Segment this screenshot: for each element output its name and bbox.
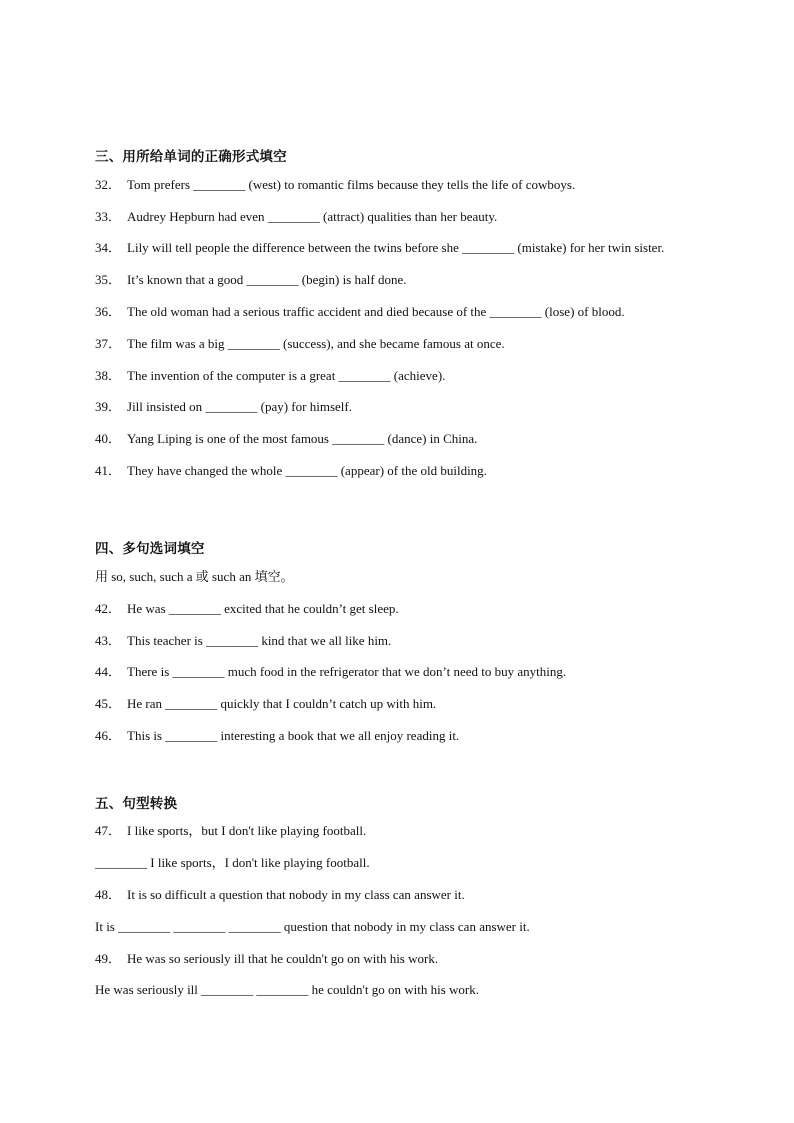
question-number: 45． bbox=[95, 696, 122, 711]
question-text: The old woman had a serious traffic accident and died because of the ________ (lose) of blood. bbox=[127, 304, 625, 319]
question-number: 47． bbox=[95, 823, 122, 838]
question-number: 34． bbox=[95, 240, 122, 255]
question-43 bbox=[95, 633, 391, 649]
question-text: I like sports，but I don't like playing football. bbox=[127, 823, 367, 838]
question-45 bbox=[95, 696, 436, 712]
question-text: He ran ________ quickly that I couldn’t catch up with him. bbox=[127, 696, 437, 711]
question-text: Jill insisted on ________ (pay) for himself. bbox=[127, 399, 352, 414]
question-47 bbox=[95, 823, 366, 839]
question-32 bbox=[95, 177, 575, 193]
question-39 bbox=[95, 399, 352, 415]
question-text: They have changed the whole ________ (appear) of the old building. bbox=[127, 463, 487, 478]
question-number: 43． bbox=[95, 633, 122, 648]
question-number: 38． bbox=[95, 368, 122, 383]
question-number: 39． bbox=[95, 399, 122, 414]
answer-line-48 bbox=[95, 919, 530, 935]
question-number: 35． bbox=[95, 272, 122, 287]
question-number: 49． bbox=[95, 951, 122, 966]
question-40 bbox=[95, 431, 477, 447]
question-number: 40． bbox=[95, 431, 122, 446]
question-number: 33． bbox=[95, 209, 122, 224]
section-instruction: 用 so, such, such a 或 such an 填空。 bbox=[95, 569, 294, 584]
question-text: Yang Liping is one of the most famous ________ (dance) in China. bbox=[127, 431, 478, 446]
question-text: It is so difficult a question that nobody in my class can answer it. bbox=[127, 887, 465, 902]
question-number: 44． bbox=[95, 664, 122, 679]
question-text: The film was a big ________ (success), and she became famous at once. bbox=[127, 336, 505, 351]
section-heading-5: 五、句型转换 bbox=[95, 796, 178, 812]
question-number: 46． bbox=[95, 728, 122, 743]
question-number: 36． bbox=[95, 304, 122, 319]
question-text: He was ________ excited that he couldn’t get sleep. bbox=[127, 601, 399, 616]
answer-text: ________ I like sports，I don't like playing football. bbox=[95, 855, 370, 870]
question-text: Audrey Hepburn had even ________ (attract) qualities than her beauty. bbox=[127, 209, 498, 224]
answer-text: He was seriously ill ________ ________ he couldn't go on with his work. bbox=[95, 982, 480, 997]
question-text: It’s known that a good ________ (begin) is half done. bbox=[127, 272, 407, 287]
question-number: 42． bbox=[95, 601, 122, 616]
question-text: The invention of the computer is a great ________ (achieve). bbox=[127, 368, 446, 383]
question-number: 37． bbox=[95, 336, 122, 351]
question-41 bbox=[95, 463, 487, 479]
answer-line-47 bbox=[95, 855, 370, 871]
question-33 bbox=[95, 209, 497, 225]
answer-line-49 bbox=[95, 982, 479, 998]
question-49 bbox=[95, 951, 438, 967]
question-37 bbox=[95, 336, 505, 352]
question-text: This is ________ interesting a book that we all enjoy reading it. bbox=[127, 728, 460, 743]
question-text: There is ________ much food in the refrigerator that we don’t need to buy anything. bbox=[127, 664, 567, 679]
question-text: He was so seriously ill that he couldn't go on with his work. bbox=[127, 951, 439, 966]
question-number: 48． bbox=[95, 887, 122, 902]
section-heading-3: 三、用所给单词的正确形式填空 bbox=[95, 149, 287, 165]
answer-text: It is ________ ________ ________ question that nobody in my class can answer it. bbox=[95, 919, 530, 934]
question-text: This teacher is ________ kind that we all like him. bbox=[127, 633, 392, 648]
question-number: 41． bbox=[95, 463, 122, 478]
question-35 bbox=[95, 272, 406, 288]
question-42 bbox=[95, 601, 399, 617]
question-number: 32． bbox=[95, 177, 122, 192]
question-36 bbox=[95, 304, 625, 320]
question-text: Tom prefers ________ (west) to romantic films because they tells the life of cowboys. bbox=[127, 177, 576, 192]
question-44 bbox=[95, 664, 566, 680]
question-46 bbox=[95, 728, 459, 744]
question-34 bbox=[95, 240, 664, 256]
question-38 bbox=[95, 368, 445, 384]
section-heading-4: 四、多句选词填空 bbox=[95, 541, 205, 557]
question-48 bbox=[95, 887, 465, 903]
question-text: Lily will tell people the difference between the twins before she ________ (mistake) for her twin sister. bbox=[127, 240, 665, 255]
